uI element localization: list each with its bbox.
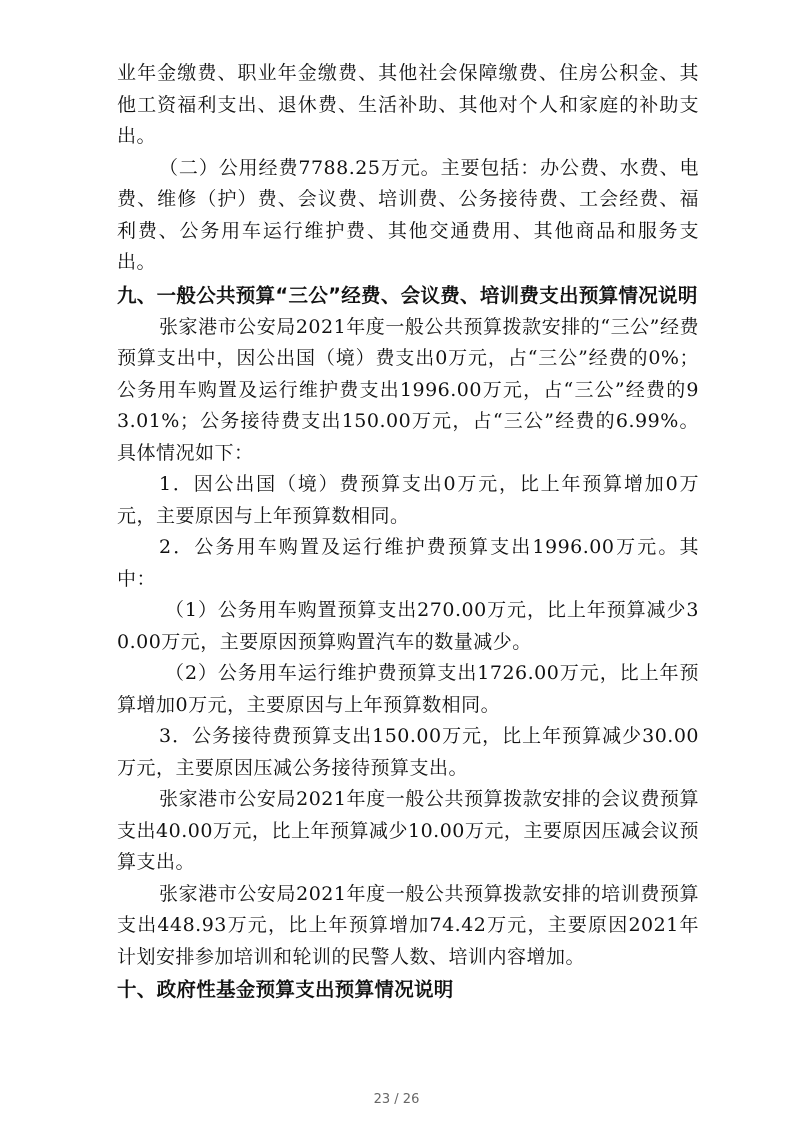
paragraph-official-vehicles: 2．公务用车购置及运行维护费预算支出1996.00万元。其中：: [117, 536, 699, 590]
paragraph-meeting-fees: 张家港市公安局2021年度一般公共预算拨款安排的会议费预算支出40.00万元，比上年预算减少10.00万元，主要原因压减会议预算支出。: [117, 788, 699, 873]
paragraph-public-expenses: （二）公用经费7788.25万元。主要包括：办公费、水费、电费、维修（护）费、会议费、培训费、公务接待费、工会经费、福利费、公务用车运行维护费、其他交通费用、其他商品和服务支出。: [117, 156, 699, 273]
section-heading-nine: 九、一般公共预算“三公”经费、会议费、培训费支出预算情况说明: [117, 283, 698, 307]
page-content: [117, 58, 699, 1006]
paragraph-vehicle-purchase: （1）公务用车购置预算支出270.00万元，比上年预算减少30.00万元，主要原因预算购置汽车的数量减少。: [117, 599, 699, 653]
paragraph-training-fees: 张家港市公安局2021年度一般公共预算拨款安排的培训费预算支出448.93万元，比上年预算增加74.42万元，主要原因2021年计划安排参加培训和轮训的民警人数、培训内容增加。: [117, 882, 699, 968]
paragraph-personnel-items: 业年金缴费、职业年金缴费、其他社会保障缴费、住房公积金、其他工资福利支出、退休费、生活补助、其他对个人和家庭的补助支出。: [117, 62, 699, 147]
paragraph-three-public-summary: 张家港市公安局2021年度一般公共预算拨款安排的“三公”经费预算支出中，因公出国（境）费支出0万元，占“三公”经费的0%；公务用车购置及运行维护费支出1996.00万元，占“三公”经费的93.01%；公务接待费支出150.00万元，占“三公”经费的6.99%。具体情况如下：: [117, 315, 699, 464]
paragraph-reception: 3．公务接待费预算支出150.00万元，比上年预算减少30.00万元，主要原因压减公务接待预算支出。: [117, 725, 699, 779]
paragraph-overseas-travel: 1．因公出国（境）费预算支出0万元，比上年预算增加0万元，主要原因与上年预算数相同。: [117, 473, 699, 527]
paragraph-vehicle-maintenance: （2）公务用车运行维护费预算支出1726.00万元，比上年预算增加0万元，主要原因与上年预算数相同。: [117, 662, 699, 716]
page-indicator: 23 / 26: [373, 1092, 420, 1107]
section-heading-ten: 十、政府性基金预算支出预算情况说明: [117, 978, 454, 1001]
